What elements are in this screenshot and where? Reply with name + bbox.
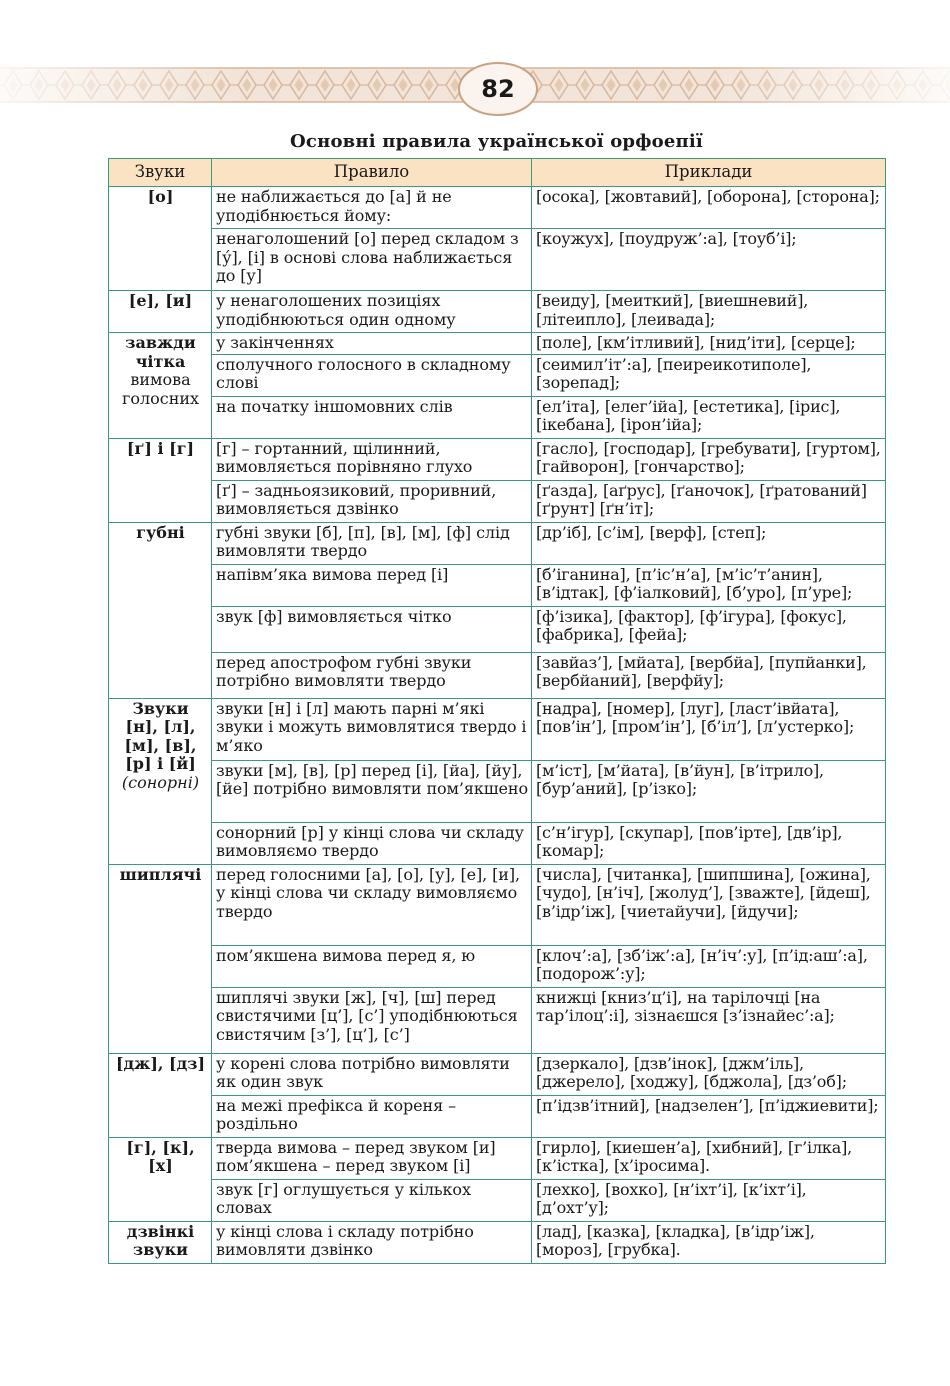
rule-cell: пом’якшена вимова перед я, ю bbox=[212, 945, 532, 987]
sound-label: [н], [л], bbox=[125, 717, 196, 736]
rule-cell: звук [г] оглушується у кількох словах bbox=[212, 1179, 532, 1221]
rule-cell: звук [ф] вимовляється чітко bbox=[212, 606, 532, 652]
example-cell: [надра], [номер], [луг], [ласт’івйата], [пов’ін’], [пром’ін’], [б’іл’], [л’устерко]; bbox=[532, 698, 886, 760]
table-row bbox=[109, 698, 886, 760]
sound-cell bbox=[109, 522, 212, 698]
column-header-rule: Правило bbox=[212, 159, 532, 187]
rule-cell: [г] – гортанний, щілинний, вимовляється порівняно глухо bbox=[212, 438, 532, 480]
example-cell: книжці [книз’ц’і], на тарілочці [на тар’ілоц’:і], зізнаєшся [з’ізнайес’:а]; bbox=[532, 987, 886, 1053]
table-row bbox=[109, 1053, 886, 1095]
example-cell: [осока], [жовтавий], [оборона], [сторона]; bbox=[532, 187, 886, 229]
example-cell: [б’іганина], [п’іс’н’а], [м’іс’т’анин], [в’ідтак], [ф’іалковий], [б’уро], [п’уре]; bbox=[532, 564, 886, 606]
sound-label: [дж], [дз] bbox=[115, 1053, 206, 1073]
rule-cell: тверда вимова – перед звуком [и] пом’якшена – перед звуком [і] bbox=[212, 1137, 532, 1179]
sound-cell bbox=[109, 698, 212, 864]
table-row bbox=[109, 333, 886, 355]
sound-cell bbox=[109, 1053, 212, 1137]
rule-cell: на початку іншомовних слів bbox=[212, 396, 532, 438]
sound-label: шиплячі bbox=[119, 864, 202, 884]
example-cell: [лехко], [вохко], [н’іхт’і], [к’іхт’і], [д’охт’у]; bbox=[532, 1179, 886, 1221]
table-row bbox=[109, 229, 886, 291]
sound-label: голосних bbox=[121, 388, 200, 408]
column-header-examples: Приклади bbox=[532, 159, 886, 187]
sound-note: (сонорні) bbox=[121, 772, 200, 792]
sound-label: дзвінкі bbox=[126, 1221, 195, 1241]
example-cell: [п’ідзв’ітний], [надзелен’], [п’іджиевити]; bbox=[532, 1095, 886, 1137]
example-cell: [клоч’:а], [зб’іж’:а], [н’іч’:у], [п’ід:аш’:а], [подорож’:у]; bbox=[532, 945, 886, 987]
sound-label: [г], [к], [х] bbox=[126, 1137, 195, 1175]
table-row bbox=[109, 1095, 886, 1137]
rule-cell: перед голосними [а], [о], [у], [е], [и], у кінці слова чи складу вимовляємо твердо bbox=[212, 864, 532, 945]
table-row bbox=[109, 187, 886, 229]
table-row bbox=[109, 606, 886, 652]
sound-label: вимова bbox=[130, 370, 191, 389]
rule-cell: перед апострофом губні звуки потрібно вимовляти твердо bbox=[212, 652, 532, 698]
page-number-badge bbox=[458, 62, 538, 116]
rule-cell: [ґ] – задньоязиковий, проривний, вимовляється дзвінко bbox=[212, 480, 532, 522]
example-cell: [м’іст], [м’йата], [в’йун], [в’ітрило], [бур’аний], [р’ізко]; bbox=[532, 760, 886, 822]
sound-cell bbox=[109, 864, 212, 1053]
table-row bbox=[109, 396, 886, 438]
table-row bbox=[109, 564, 886, 606]
table-row bbox=[109, 1179, 886, 1221]
table-row bbox=[109, 822, 886, 864]
sound-cell bbox=[109, 187, 212, 291]
column-header-sounds: Звуки bbox=[109, 159, 212, 187]
sound-label: завжди bbox=[125, 333, 196, 352]
example-cell: [гирло], [киешен’а], [хибний], [г’ілка], [к’істка], [х’іросима]. bbox=[532, 1137, 886, 1179]
table-row bbox=[109, 438, 886, 480]
table-row bbox=[109, 760, 886, 822]
table-row bbox=[109, 1221, 886, 1263]
example-cell: [числа], [читанка], [шипшина], [ожина], [чудо], [н’іч], [жолуд’], [зважте], [йдеш], [в’ідр’іж], [чиетайучи], [йдучи]; bbox=[532, 864, 886, 945]
sound-cell bbox=[109, 1137, 212, 1221]
table-row bbox=[109, 652, 886, 698]
sound-label: [ґ] і [г] bbox=[126, 438, 195, 458]
example-cell: [ґазда], [аґрус], [ґаночок], [ґратований] [ґрунт] [ґн’іт]; bbox=[532, 480, 886, 522]
sound-label: губні bbox=[136, 522, 185, 542]
example-cell: [ел’іта], [елег’ійа], [естетика], [ірис], [ікебана], [ірон’ійа]; bbox=[532, 396, 886, 438]
example-cell: [ф’ізика], [фактор], [ф’ігура], [фокус], [фабрика], [фейа]; bbox=[532, 606, 886, 652]
table-row bbox=[109, 1137, 886, 1179]
rule-cell: на межі префікса й кореня – роздільно bbox=[212, 1095, 532, 1137]
example-cell: [др’іб], [с’ім], [верф], [степ]; bbox=[532, 522, 886, 564]
rule-cell: у закінченнях bbox=[212, 333, 532, 355]
table-header-row bbox=[109, 159, 886, 187]
example-cell: [поле], [км’ітливий], [нид’іти], [серце]; bbox=[532, 333, 886, 355]
example-cell: [дзеркало], [дзв’інок], [джм’іль], [джерело], [ходжу], [бджола], [дз’об]; bbox=[532, 1053, 886, 1095]
sound-label: [р] і [й] bbox=[125, 754, 196, 773]
rule-cell: у кінці слова і складу потрібно вимовляти дзвінко bbox=[212, 1221, 532, 1263]
table-row bbox=[109, 522, 886, 564]
sound-label: [е], [и] bbox=[128, 291, 193, 310]
page-number: 82 bbox=[481, 75, 515, 103]
sound-label: [м], [в], bbox=[124, 735, 197, 755]
sound-cell bbox=[109, 1221, 212, 1263]
table-row bbox=[109, 864, 886, 945]
sound-label: чітка bbox=[135, 351, 186, 371]
rule-cell: напівм’яка вимова перед [і] bbox=[212, 564, 532, 606]
sound-label: Звуки bbox=[132, 698, 189, 718]
table-row bbox=[109, 291, 886, 333]
table-row bbox=[109, 945, 886, 987]
example-cell: [сеимил’іт’:а], [пеиреикотиполе], [зорепад]; bbox=[532, 354, 886, 396]
example-cell: [коужух], [поудруж’:а], [тоуб’і]; bbox=[532, 229, 886, 291]
orthoepy-rules-table bbox=[108, 158, 886, 1264]
sound-cell bbox=[109, 291, 212, 333]
table-row bbox=[109, 480, 886, 522]
table-row bbox=[109, 987, 886, 1053]
rule-cell: шиплячі звуки [ж], [ч], [ш] перед свистячими [ц’], [с’] уподібнюються свистячим [з’], [ц’], [с’] bbox=[212, 987, 532, 1053]
table-row bbox=[109, 354, 886, 396]
rule-cell: сполучного голосного в складному слові bbox=[212, 354, 532, 396]
sound-label: [о] bbox=[147, 187, 174, 206]
rule-cell: ненаголошений [о] перед складом з [у́], [і] в основі слова наближається до [у] bbox=[212, 229, 532, 291]
example-cell: [лад], [казка], [кладка], [в’ідр’іж], [мороз], [грубка]. bbox=[532, 1221, 886, 1263]
rule-cell: у корені слова потрібно вимовляти як один звук bbox=[212, 1053, 532, 1095]
example-cell: [гасло], [господар], [гребувати], [гуртом], [гайворон], [гончарство]; bbox=[532, 438, 886, 480]
example-cell: [веиду], [меиткий], [виешневий], [літеипло], [леивада]; bbox=[532, 291, 886, 333]
rule-cell: звуки [н] і [л] мають парні м’які звуки і можуть вимовлятися твердо і м’яко bbox=[212, 698, 532, 760]
page-title: Основні правила української орфоепії bbox=[290, 131, 703, 152]
rule-cell: губні звуки [б], [п], [в], [м], [ф] слід вимовляти твердо bbox=[212, 522, 532, 564]
rule-cell: звуки [м], [в], [р] перед [і], [йа], [йу], [йе] потрібно вимовляти пом’якшено bbox=[212, 760, 532, 822]
sound-label: звуки bbox=[133, 1240, 188, 1259]
example-cell: [с’н’ігур], [скупар], [пов’ірте], [дв’ір], [комар]; bbox=[532, 822, 886, 864]
sound-cell bbox=[109, 333, 212, 439]
example-cell: [завйаз’], [мйата], [вербйа], [пупйанки], [вербйаний], [верфйу]; bbox=[532, 652, 886, 698]
rule-cell: у ненаголошених позиціях уподібнюються один одному bbox=[212, 291, 532, 333]
sound-cell bbox=[109, 438, 212, 522]
rule-cell: не наближається до [а] й не уподібнюється йому: bbox=[212, 187, 532, 229]
rule-cell: сонорний [р] у кінці слова чи складу вимовляємо твердо bbox=[212, 822, 532, 864]
